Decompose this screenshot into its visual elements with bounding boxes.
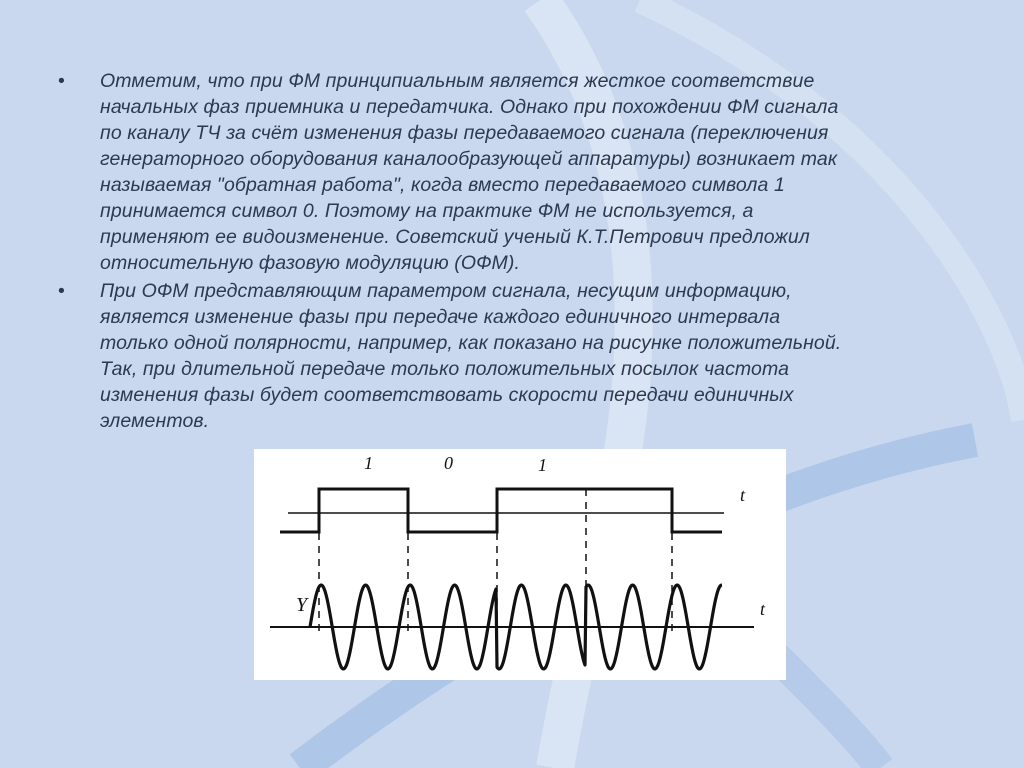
bullet-marker: •: [58, 70, 65, 92]
bullet-fm-phase: [58, 68, 963, 276]
bullet-line: только одной полярности, например, как показано на рисунке положительной.: [100, 332, 842, 354]
bullet-line: применяют ее видоизменение. Советский ученый К.Т.Петрович предложил: [100, 226, 810, 248]
bullet-line: относительную фазовую модуляцию (ОФМ).: [100, 252, 520, 274]
bullet-line: принимается символ 0. Поэтому на практике ФМ не используется, а: [100, 200, 754, 222]
bullet-line: является изменение фазы при передаче каждого единичного интервала: [100, 306, 781, 328]
time-axis-label-bottom: t: [760, 599, 766, 619]
bullet-line: элементов.: [100, 410, 210, 432]
bullet-line: по каналу ТЧ за счёт изменения фазы передаваемого сигнала (переключения: [100, 122, 829, 144]
amplitude-label: Y: [296, 594, 308, 616]
bullet-marker: •: [58, 280, 65, 302]
bullet-line: Отметим, что при ФМ принципиальным является жесткое соответствие: [100, 70, 815, 92]
bit-label-1: 1: [364, 453, 373, 473]
bullet-ofm: [58, 278, 963, 434]
bullet-line: Так, при длительной передаче только положительных посылок частота: [100, 358, 790, 380]
bullet-list: [58, 68, 963, 436]
bullet-line: называемая "обратная работа", когда вместо передаваемого символа 1: [100, 174, 785, 196]
time-axis-label-top: t: [740, 485, 746, 505]
bit-label-0: 0: [444, 453, 453, 473]
ofm-signal-figure: [254, 449, 786, 680]
digital-waveform: [280, 489, 722, 532]
bullet-line: изменения фазы будет соответствовать скорости передачи единичных: [100, 384, 794, 406]
ofm-signal-diagram: [254, 449, 786, 680]
bit-label-1b: 1: [538, 455, 547, 475]
bullet-line: При ОФМ представляющим параметром сигнала, несущим информацию,: [100, 280, 792, 302]
bullet-line: генераторного оборудования каналообразующей аппаратуры) возникает так: [100, 148, 838, 170]
bullet-line: начальных фаз приемника и передатчика. Однако при похождении ФМ сигнала: [100, 96, 839, 118]
